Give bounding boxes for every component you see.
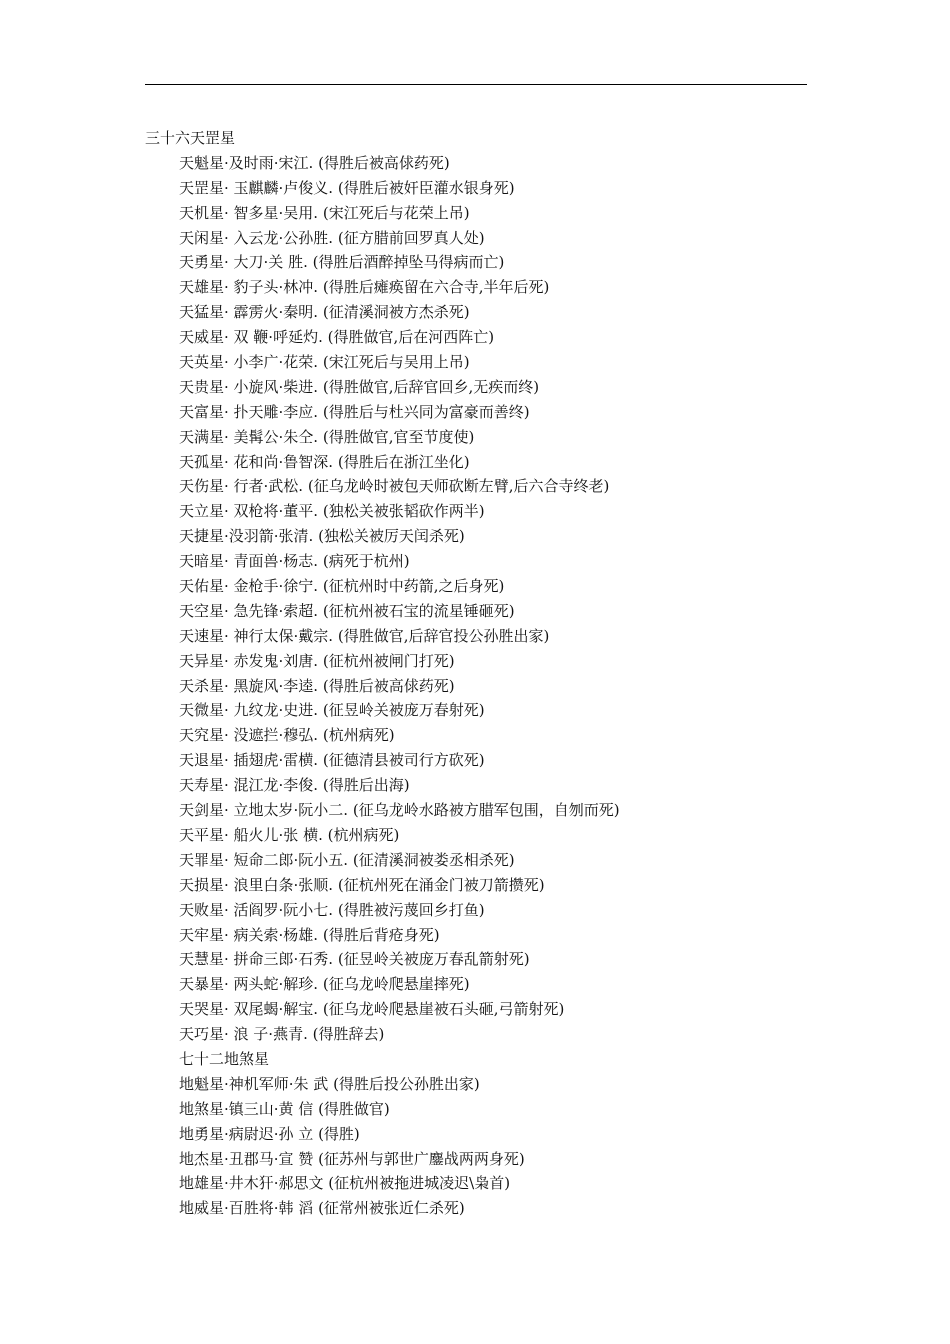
section-title-disha: 七十二地煞星 (179, 1049, 270, 1068)
list-item: 天孤星· 花和尚·鲁智深. (得胜后在浙江坐化) (179, 452, 470, 471)
list-item: 天闲星· 入云龙·公孙胜. (征方腊前回罗真人处) (179, 228, 485, 247)
list-item: 天伤星· 行者·武松. (征乌龙岭时被包天师砍断左臂,后六合寺终老) (179, 477, 610, 496)
list-item: 天满星· 美髯公·朱仝. (得胜做官,官至节度使) (179, 427, 475, 446)
list-item: 天究星· 没遮拦·穆弘. (杭州病死) (179, 726, 395, 745)
list-item: 天杀星· 黑旋风·李逵. (得胜后被高俅药死) (179, 676, 455, 695)
list-item: 天佑星· 金枪手·徐宁. (征杭州时中药箭,之后身死) (179, 577, 505, 596)
list-item: 天立星· 双枪将·董平. (独松关被张韬砍作两半) (179, 502, 485, 521)
list-item: 天富星· 扑天雕·李应. (得胜后与杜兴同为富豪而善终) (179, 402, 530, 421)
list-item: 天英星· 小李广·花荣. (宋江死后与吴用上吊) (179, 353, 470, 372)
list-item: 天哭星· 双尾蝎·解宝. (征乌龙岭爬悬崖被石头砸,弓箭射死) (179, 1000, 565, 1019)
list-item: 天异星· 赤发鬼·刘唐. (征杭州被闸门打死) (179, 651, 455, 670)
list-item: 天贵星· 小旋风·柴进. (得胜做官,后辞官回乡,无疾而终) (179, 377, 540, 396)
list-item: 天捷星·没羽箭·张清. (独松关被厉天闰杀死) (179, 527, 465, 546)
list-item: 天寿星· 混江龙·李俊. (得胜后出海) (179, 776, 410, 795)
list-item: 天暴星· 两头蛇·解珍. (征乌龙岭爬悬崖摔死) (179, 975, 470, 994)
list-item: 天慧星· 拼命三郎·石秀. (征昱岭关被庞万春乱箭射死) (179, 950, 530, 969)
list-item: 地威星·百胜将·韩 滔 (征常州被张近仁杀死) (179, 1199, 465, 1218)
list-item: 天暗星· 青面兽·杨志. (病死于杭州) (179, 552, 410, 571)
list-item: 天机星· 智多星·吴用. (宋江死后与花荣上吊) (179, 203, 470, 222)
list-item: 天速星· 神行太保·戴宗. (得胜做官,后辞官投公孙胜出家) (179, 626, 550, 645)
list-item: 天平星· 船火儿·张 横. (杭州病死) (179, 825, 400, 844)
list-item: 天罡星· 玉麒麟·卢俊义. (得胜后被奸臣灌水银身死) (179, 178, 515, 197)
list-item: 天猛星· 霹雳火·秦明. (征清溪洞被方杰杀死) (179, 303, 470, 322)
list-item: 地勇星·病尉迟·孙 立 (得胜) (179, 1124, 360, 1143)
header-rule (145, 84, 807, 85)
list-item: 天空星· 急先锋·索超. (征杭州被石宝的流星锤砸死) (179, 601, 515, 620)
tiangang-list (145, 151, 845, 1047)
list-item: 地煞星·镇三山·黄 信 (得胜做官) (179, 1099, 390, 1118)
list-item: 天退星· 插翅虎·雷横. (征德清县被司行方砍死) (179, 751, 485, 770)
list-item: 天微星· 九纹龙·史进. (征昱岭关被庞万春射死) (179, 701, 485, 720)
document-body (145, 126, 845, 1221)
list-item: 天雄星· 豹子头·林冲. (得胜后瘫痪留在六合寺,半年后死) (179, 278, 550, 297)
list-item: 地杰星·丑郡马·宣 赞 (征苏州与郭世广鏖战两两身死) (179, 1149, 525, 1168)
section-title-tiangang: 三十六天罡星 (145, 129, 236, 147)
list-item: 天魁星·及时雨·宋江. (得胜后被高俅药死) (179, 153, 450, 172)
list-item: 天损星· 浪里白条·张顺. (征杭州死在涌金门被刀箭攒死) (179, 875, 545, 894)
list-item: 天败星· 活阎罗·阮小七. (得胜被污蔑回乡打鱼) (179, 900, 485, 919)
list-item: 地魁星·神机军师·朱 武 (得胜后投公孙胜出家) (179, 1074, 480, 1093)
list-item: 地雄星·井木犴·郝思文 (征杭州被拖进城凌迟\枭首) (179, 1174, 511, 1193)
list-item: 天威星· 双 鞭·呼延灼. (得胜做官,后在河西阵亡) (179, 328, 495, 347)
list-item: 天牢星· 病关索·杨雄. (得胜后背疮身死) (179, 925, 440, 944)
list-item: 天巧星· 浪 子·燕青. (得胜辞去) (179, 1025, 385, 1044)
list-item: 天勇星· 大刀·关 胜. (得胜后酒醉掉坠马得病而亡) (179, 253, 505, 272)
list-item: 天剑星· 立地太岁·阮小二. (征乌龙岭水路被方腊军包围，自刎而死) (179, 801, 620, 820)
list-item: 天罪星· 短命二郎·阮小五. (征清溪洞被娄丞相杀死) (179, 850, 515, 869)
disha-list (145, 1072, 845, 1221)
